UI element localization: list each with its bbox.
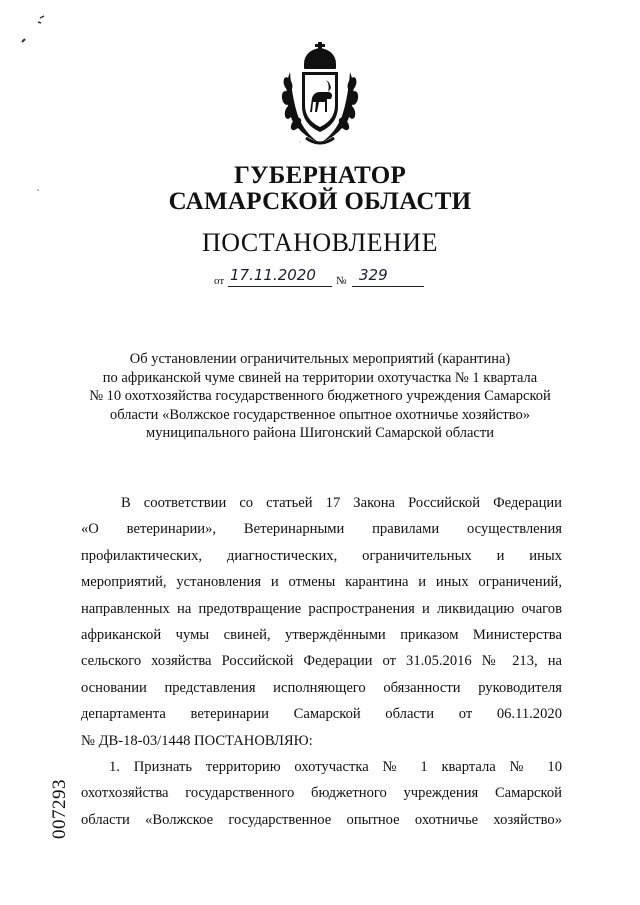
handwritten-number: 329 bbox=[359, 266, 388, 284]
number-label: № bbox=[336, 275, 347, 287]
issuer-title: ГУБЕРНАТОР bbox=[233, 162, 407, 189]
registration-number: 007293 bbox=[49, 779, 70, 839]
subject-line: Об установлении ограничительных мероприятий (карантина) bbox=[129, 351, 511, 367]
body-line: В соответствии со статьей 17 Закона Российской Федерации bbox=[121, 495, 562, 511]
body-line: «О ветеринарии», Ветеринарными правилами осуществления bbox=[81, 521, 562, 538]
date-number-line bbox=[214, 268, 424, 288]
subject-line: по африканской чуме свиней на территории охотучастка № 1 квартала bbox=[102, 369, 538, 386]
subject-line: области «Волжское государственное опытное охотничье хозяйство» bbox=[109, 406, 531, 423]
body-line: сельского хозяйства Российской Федерации от 31.05.2016 № 213, на bbox=[81, 653, 562, 670]
decree-subject bbox=[80, 350, 560, 443]
body-line: африканской чумы свиней, утверждёнными приказом Министерства bbox=[81, 626, 562, 643]
body-line: мероприятий, установления и отмены карантина и иных ограничений, bbox=[81, 574, 562, 591]
body-line: охотхозяйства государственного бюджетного учреждения Самарской bbox=[81, 785, 562, 802]
body-line: области «Волжское государственное опытное охотничье хозяйство» bbox=[81, 811, 562, 828]
number-underline bbox=[352, 286, 424, 287]
decree-body bbox=[81, 490, 562, 833]
subject-line: № 10 охотхозяйства государственного бюджетного учреждения Самарской bbox=[89, 388, 551, 404]
body-line: 1. Признать территорию охотучастка № 1 квартала № 10 bbox=[109, 758, 562, 775]
body-line: № ДВ-18-03/1448 ПОСТАНОВЛЯЮ: bbox=[81, 732, 313, 749]
body-line: направленных на предотвращение распространения и ликвидацию очагов bbox=[81, 600, 562, 617]
side-registration-stamp bbox=[48, 770, 72, 850]
body-line: основании представления исполняющего обязанности руководителя bbox=[81, 679, 562, 696]
date-label: от bbox=[214, 275, 225, 287]
handwritten-date: 17.11.2020 bbox=[230, 266, 316, 284]
subject-line: муниципального района Шигонский Самарской области bbox=[146, 425, 494, 441]
date-underline bbox=[228, 286, 332, 287]
body-line: профилактических, диагностических, ограничительных и иных bbox=[81, 547, 562, 564]
body-line: департамента ветеринарии Самарской области от 06.11.2020 bbox=[81, 706, 562, 723]
issuer-region: САМАРСКОЙ ОБЛАСТИ bbox=[168, 188, 472, 215]
samara-coat-of-arms-icon bbox=[276, 42, 364, 150]
document-type: ПОСТАНОВЛЕНИЕ bbox=[202, 228, 438, 257]
